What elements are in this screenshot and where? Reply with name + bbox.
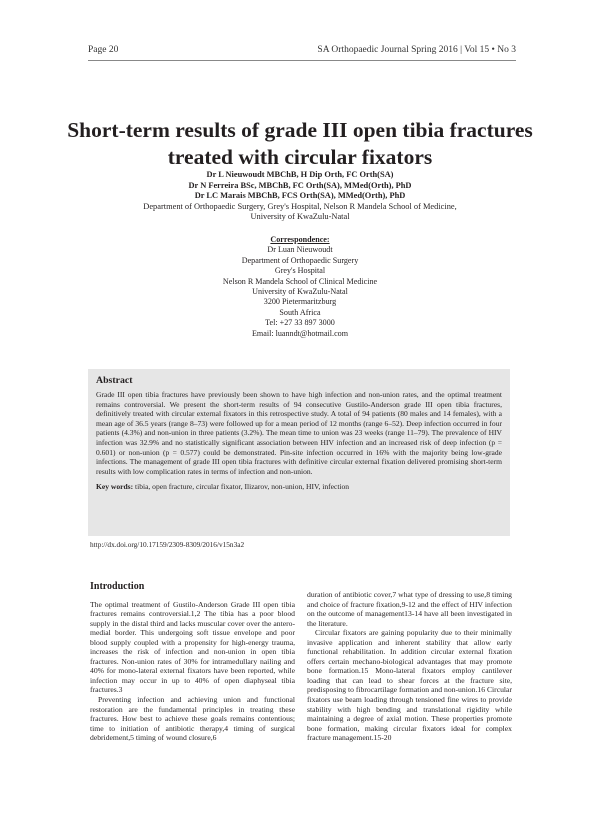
doi-link[interactable]: http://dx.doi.org/10.17159/2309-8309/2016/v15n3a2 xyxy=(90,540,245,549)
correspondence-line: Grey's Hospital xyxy=(274,266,326,276)
correspondence-line: University of KwaZulu-Natal xyxy=(252,287,348,297)
body-paragraph: Preventing infection and achieving union and functional restoration are the fundamental principles in treating these fractures. How best to achieve these goals remains contentious; time to initiation of antibiotic therapy,4 timing of surgical debridement,5 timing of wound closure,6 xyxy=(90,695,295,743)
correspondence-line: Dr Luan Nieuwoudt xyxy=(267,245,333,255)
section-heading-introduction: Introduction xyxy=(90,581,145,592)
correspondence-line: Department of Orthopaedic Surgery xyxy=(241,255,359,265)
keywords xyxy=(96,482,502,492)
correspondence-heading: Correspondence: xyxy=(270,235,330,244)
page-number: Page 20 xyxy=(88,45,119,55)
affiliation-line: Department of Orthopaedic Surgery, Grey's Hospital, Nelson R Mandela School of Medicine, xyxy=(143,201,457,211)
correspondence-block xyxy=(160,235,440,339)
author-line: Dr L Nieuwoudt MBChB, H Dip Orth, FC Orth(SA) xyxy=(206,170,394,179)
correspondence-line: Tel: +27 33 897 3000 xyxy=(265,318,335,328)
abstract-body: Grade III open tibia fractures have previously been shown to have high infection and non-union rates, and the optimal treatment remains controversial. We present the short-term results of 94 consecutive Gustilo-Anderson grade III open tibia fractures, definitively treated with circular external fixators in this retrospective study. A total of 94 patients (80 males and 14 females), with a mean age of 36.5 years (range 8–73) were followed up for a mean period of 12 months (range 6–52). Deep infection occurred in four patients (4.3%) and non-union in three patients (3.2%). The mean time to union was 23 weeks (range 11–79). The prevalence of HIV infection was 32.9% and no statistically significant association between HIV infection and an increased risk of deep infection (p = 0.601) or non-union (p = 0.577) could be demonstrated. Pin-site infection occurred in 16% with the majority being low-grade infections. The management of grade III open tibia fractures with definitive circular external fixation delivered promising short-term results with low complication rates in terms of infection and non-union. xyxy=(96,390,502,476)
journal-header: SA Orthopaedic Journal Spring 2016 | Vol 15 • No 3 xyxy=(317,45,516,55)
keywords-list: tibia, open fracture, circular fixator, Ilizarov, non-union, HIV, infection xyxy=(135,482,350,492)
correspondence-line: Nelson R Mandela School of Clinical Medicine xyxy=(222,276,378,286)
body-paragraph: The optimal treatment of Gustilo-Anderson Grade III open tibia fractures remains controversial.1,2 The tibia has a poor blood supply in the distal third and lacks muscular cover over the antero-medial border. This undergoing soft tissue envelope and poor blood supply coupled with a propensity for high-energy trauma, increases the risk of infection and non-union in open tibia fractures. Non-union rates of 30% for intramedullary nailing and 40% for mono-lateral external fixators have been reported, while infection may occur in up to 40% of open diaphyseal tibia fractures.3 xyxy=(90,599,295,695)
correspondence-line: 3200 Pietermaritzburg xyxy=(263,297,337,307)
affiliation-line: University of KwaZulu-Natal xyxy=(250,212,350,222)
article-title: Short-term results of grade III open tibia fractures treated with circular fixators xyxy=(67,118,533,169)
correspondence-line: South Africa xyxy=(279,307,321,317)
body-column-left xyxy=(90,582,295,743)
author-line: Dr N Ferreira BSc, MBChB, FC Orth(SA), MMed(Orth), PhD xyxy=(188,180,412,190)
abstract-box xyxy=(88,369,510,536)
body-paragraph: Circular fixators are gaining popularity due to their minimally invasive application and inherent stability that allow early functional rehabilitation. In addition circular external fixation offers certain mechano-biological advantages that may promote bone formation.15 Mono-lateral fixators employ cantilever loading that can lead to shear forces at the fracture site, predisposing to fibrocartilage formation and non-union.16 Circular fixators use beam loading through tensioned fine wires to provide stability with high bending and translational rigidity while maintaining a degree of axial motion. These properties promote bone formation, making circular fixators ideal for complex fracture management.15-20 xyxy=(307,628,512,743)
abstract-heading: Abstract xyxy=(96,375,133,386)
author-line: Dr LC Marais MBChB, FCS Orth(SA), MMed(Orth), PhD xyxy=(194,191,406,201)
keywords-label: Key words: xyxy=(96,482,134,492)
body-column-right xyxy=(307,590,512,743)
header-rule xyxy=(88,60,516,61)
correspondence-email[interactable]: Email: luanndt@hotmail.com xyxy=(251,328,349,338)
body-paragraph: duration of antibiotic cover,7 what type of dressing to use,8 timing and choice of fracture fixation,9-12 and the effect of HIV infection on the outcome of management13-14 have all been investigated in the literature. xyxy=(307,590,512,628)
author-block xyxy=(80,170,520,223)
